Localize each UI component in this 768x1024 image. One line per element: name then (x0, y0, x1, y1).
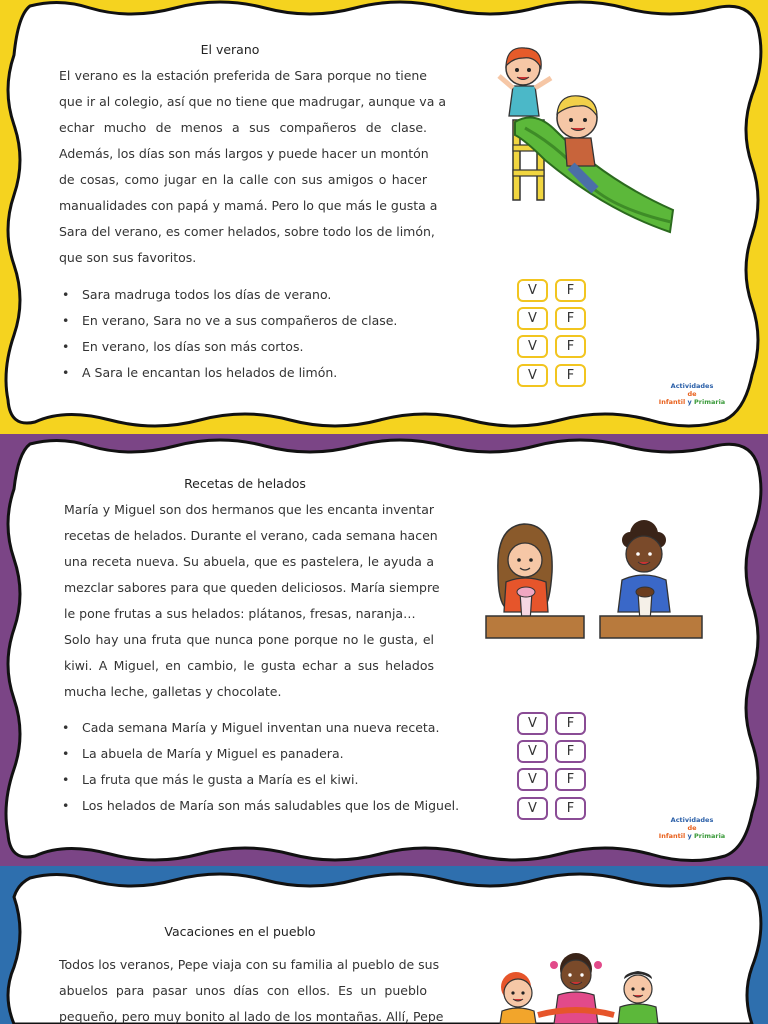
answer-row (517, 766, 586, 794)
paragraph-line: mucha leche, galletas y chocolate. (64, 684, 282, 699)
true-checkbox[interactable]: V (517, 797, 548, 820)
paragraph-line: Todos los veranos, Pepe viaja con su familia al pueblo de sus (59, 957, 440, 972)
logo-word: y (687, 398, 692, 406)
paragraph-line: que ir al colegio, así que no tiene que madrugar, aunque va a (59, 94, 446, 109)
false-checkbox[interactable]: F (555, 335, 586, 358)
answer-row (517, 794, 586, 822)
section-2-paragraph (64, 497, 440, 705)
section-2-statements (58, 715, 459, 819)
statement-item: • La abuela de María y Miguel es panadera. (58, 741, 459, 767)
false-checkbox[interactable]: F (555, 279, 586, 302)
section-1-title: El verano (200, 42, 260, 57)
statement-item: • Cada semana María y Miguel inventan una nueva receta. (58, 715, 459, 741)
paragraph-line: Solo hay una fruta que nunca pone porque no le gusta, el (64, 632, 434, 647)
logo-word: Primaria (694, 398, 726, 406)
section-2-answer-boxes (517, 709, 586, 822)
paragraph-line: una receta nueva. Su abuela, que es pastelera, le ayuda a (64, 554, 434, 569)
statement-item: • La fruta que más le gusta a María es el kiwi. (58, 767, 459, 793)
paragraph-line: recetas de helados. Durante el verano, cada semana hacen (64, 528, 438, 543)
false-checkbox[interactable]: F (555, 797, 586, 820)
logo-word: Primaria (694, 832, 726, 840)
statement-item: • En verano, Sara no ve a sus compañeros de clase. (58, 308, 397, 334)
answer-row (517, 709, 586, 737)
section-1-logo (652, 382, 732, 406)
true-checkbox[interactable]: V (517, 712, 548, 735)
paragraph-line: de cosas, como jugar en la calle con sus amigos o hacer (59, 172, 427, 187)
section-2-title: Recetas de helados (184, 476, 306, 491)
true-checkbox[interactable]: V (517, 740, 548, 763)
section-1-statements (58, 282, 397, 386)
true-checkbox[interactable]: V (517, 335, 548, 358)
section-3-title: Vacaciones en el pueblo (164, 924, 316, 939)
answer-row (517, 361, 586, 389)
paragraph-line: manualidades con papá y mamá. Pero lo que más le gusta a (59, 198, 438, 213)
false-checkbox[interactable]: F (555, 307, 586, 330)
false-checkbox[interactable]: F (555, 712, 586, 735)
answer-row (517, 276, 586, 304)
true-checkbox[interactable]: V (517, 364, 548, 387)
statement-item: • Los helados de María son más saludables que los de Miguel. (58, 793, 459, 819)
true-checkbox[interactable]: V (517, 279, 548, 302)
paragraph-line: Además, los días son más largos y puede hacer un montón (59, 146, 429, 161)
paragraph-line: El verano es la estación preferida de Sara porque no tiene (59, 68, 427, 83)
section-2-logo (652, 816, 732, 840)
paragraph-line: le pone frutas a sus helados: plátanos, fresas, naranja… (64, 606, 416, 621)
true-checkbox[interactable]: V (517, 768, 548, 791)
logo-word: y (687, 832, 692, 840)
logo-line: de (687, 390, 697, 398)
paragraph-line: Sara del verano, es comer helados, sobre todo los de limón, (59, 224, 435, 239)
kids-making-ice-cream-illustration (484, 512, 706, 644)
kids-on-slide-illustration (495, 40, 680, 240)
true-checkbox[interactable]: V (517, 307, 548, 330)
paragraph-line: que son sus favoritos. (59, 250, 197, 265)
section-1-answer-boxes (517, 276, 586, 389)
statement-item: • En verano, los días son más cortos. (58, 334, 397, 360)
logo-line: de (687, 824, 697, 832)
section-1-paragraph (59, 63, 446, 271)
answer-row (517, 737, 586, 765)
answer-row (517, 333, 586, 361)
paragraph-line: María y Miguel son dos hermanos que les encanta inventar (64, 502, 434, 517)
logo-word: Infantil (658, 832, 686, 840)
logo-line: Actividades (670, 382, 714, 390)
statement-item: • A Sara le encantan los helados de limón. (58, 360, 397, 386)
false-checkbox[interactable]: F (555, 740, 586, 763)
statement-item: • Sara madruga todos los días de verano. (58, 282, 397, 308)
paragraph-line: pequeño, pero muy bonito al lado de los montañas. Allí, Pepe (59, 1009, 444, 1024)
logo-line: Actividades (670, 816, 714, 824)
group-of-kids-illustration (488, 945, 668, 1024)
paragraph-line: echar mucho de menos a sus compañeros de clase. (59, 120, 427, 135)
logo-word: Infantil (658, 398, 686, 406)
paragraph-line: abuelos para pasar unos días con ellos. Es un pueblo (59, 983, 427, 998)
false-checkbox[interactable]: F (555, 768, 586, 791)
section-3-paragraph (59, 952, 444, 1024)
answer-row (517, 304, 586, 332)
false-checkbox[interactable]: F (555, 364, 586, 387)
paragraph-line: mezclar sabores para que queden deliciosos. María siempre (64, 580, 440, 595)
paragraph-line: kiwi. A Miguel, en cambio, le gusta echar a sus helados (64, 658, 434, 673)
